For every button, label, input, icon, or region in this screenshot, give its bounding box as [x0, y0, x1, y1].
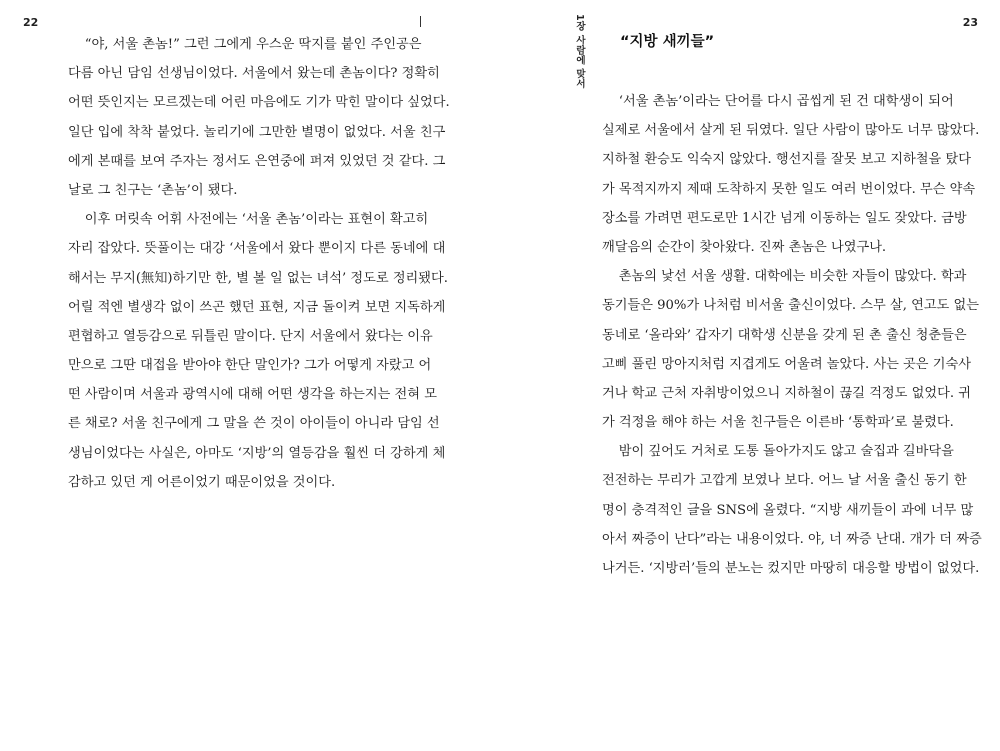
- text-line: “야, 서울 촌놈!” 그런 그에게 우스운 딱지를 붙인 주인공은: [68, 37, 422, 52]
- text-line: 생님이었다는 사실은, 아마도 ‘지방’의 열등감을 훨씬 더 강하게 체: [68, 445, 446, 461]
- right-body-text: [602, 87, 982, 583]
- text-line: 밤이 깊어도 거처로 도통 돌아가지도 않고 술집과 길바닥을: [602, 444, 954, 460]
- text-line: 어떤 뜻인지는 모르겠는데 어린 마음에도 기가 막힌 말이다 싶었다.: [68, 95, 450, 111]
- page-number-left: 22: [23, 16, 39, 29]
- text-line: 만으로 그딴 대접을 받아야 한단 말인가? 그가 어떻게 자랐고 어: [68, 358, 432, 374]
- text-line: 명이 충격적인 글을 SNS에 올렸다. “지방 새끼들이 과에 너무 많: [602, 502, 974, 518]
- text-line: 나거든. ‘지방러’들의 분노는 컸지만 마땅히 대응할 방법이 없었다.: [602, 561, 980, 576]
- text-line: 편협하고 열등감으로 뒤틀린 말이다. 단지 서울에서 왔다는 이유: [68, 328, 433, 344]
- text-line: 동네로 ‘올라와’ 갑자기 대학생 신분을 갖게 된 촌 출신 청춘들은: [602, 327, 967, 343]
- left-body-text: [68, 30, 450, 497]
- text-line: 해서는 무지(無知)하기만 한, 별 볼 일 없는 녀석’ 정도로 정리됐다.: [68, 270, 448, 286]
- running-header: 1장 사람에 맞서: [574, 14, 585, 89]
- gutter-mark: [420, 16, 421, 27]
- text-line: 동기들은 90%가 나처럼 비서울 출신이었다. 스무 살, 연고도 없는: [602, 298, 979, 314]
- text-line: 아서 짜증이 난다”라는 내용이었다. 야, 너 짜증 난대. 개가 더 짜증: [602, 531, 982, 547]
- text-line: 지하철 환승도 익숙지 않았다. 행선지를 잘못 보고 지하철을 탔다: [602, 152, 971, 168]
- text-line: 가 걱정을 해야 하는 서울 친구들은 이른바 ‘통학파’로 불렸다.: [602, 415, 954, 431]
- text-line: 다름 아닌 담임 선생님이었다. 서울에서 왔는데 촌놈이다? 정확히: [68, 66, 440, 82]
- text-line: 날로 그 친구는 ‘촌놈’이 됐다.: [68, 182, 238, 198]
- page-number-right: 23: [962, 16, 978, 29]
- text-line: 촌놈의 낯선 서울 생활. 대학에는 비슷한 자들이 많았다. 학과: [602, 269, 967, 285]
- text-line: 일단 입에 착착 붙었다. 놀리기에 그만한 별명이 없었다. 서울 친구: [68, 124, 446, 140]
- text-line: 이후 머릿속 어휘 사전에는 ‘서울 촌놈’이라는 표현이 확고히: [68, 212, 429, 228]
- section-title: “지방 새끼들”: [620, 34, 715, 50]
- text-line: 고삐 풀린 망아지처럼 지겹게도 어울려 놀았다. 사는 곳은 기숙사: [602, 356, 971, 372]
- text-line: 거나 학교 근처 자취방이었으니 지하철이 끊길 걱정도 없었다. 귀: [602, 385, 971, 401]
- text-line: 실제로 서울에서 살게 된 뒤였다. 일단 사람이 많아도 너무 많았다.: [602, 123, 980, 139]
- text-line: ‘서울 촌놈’이라는 단어를 다시 곱씹게 된 건 대학생이 되어: [602, 94, 954, 109]
- text-line: 장소를 가려면 편도로만 1시간 넘게 이동하는 일도 잦았다. 금방: [602, 210, 967, 226]
- text-line: 감하고 있던 게 어른이었기 때문이었을 것이다.: [68, 474, 336, 490]
- text-line: 깨달음의 순간이 찾아왔다. 진짜 촌놈은 나였구나.: [602, 239, 887, 255]
- text-line: 어릴 적엔 별생각 없이 쓰곤 했던 표현, 지금 돌이켜 보면 지독하게: [68, 299, 446, 315]
- text-line: 자리 잡았다. 뜻풀이는 대강 ‘서울에서 왔다 뿐이지 다른 동네에 대: [68, 241, 446, 257]
- text-line: 에게 본때를 보여 주자는 정서도 은연중에 퍼져 있었던 것 같다. 그: [68, 153, 446, 169]
- text-line: 가 목적지까지 제때 도착하지 못한 일도 여러 번이었다. 무슨 약속: [602, 181, 976, 197]
- text-line: 떤 사람이며 서울과 광역시에 대해 어떤 생각을 하는지는 전혀 모: [68, 387, 437, 403]
- text-line: 른 채로? 서울 친구에게 그 말을 쓴 것이 아이들이 아니라 담임 선: [68, 416, 440, 432]
- right-page: [500, 0, 1000, 751]
- text-line: 전전하는 무리가 고깝게 보였나 보다. 어느 날 서울 출신 동기 한: [602, 473, 967, 489]
